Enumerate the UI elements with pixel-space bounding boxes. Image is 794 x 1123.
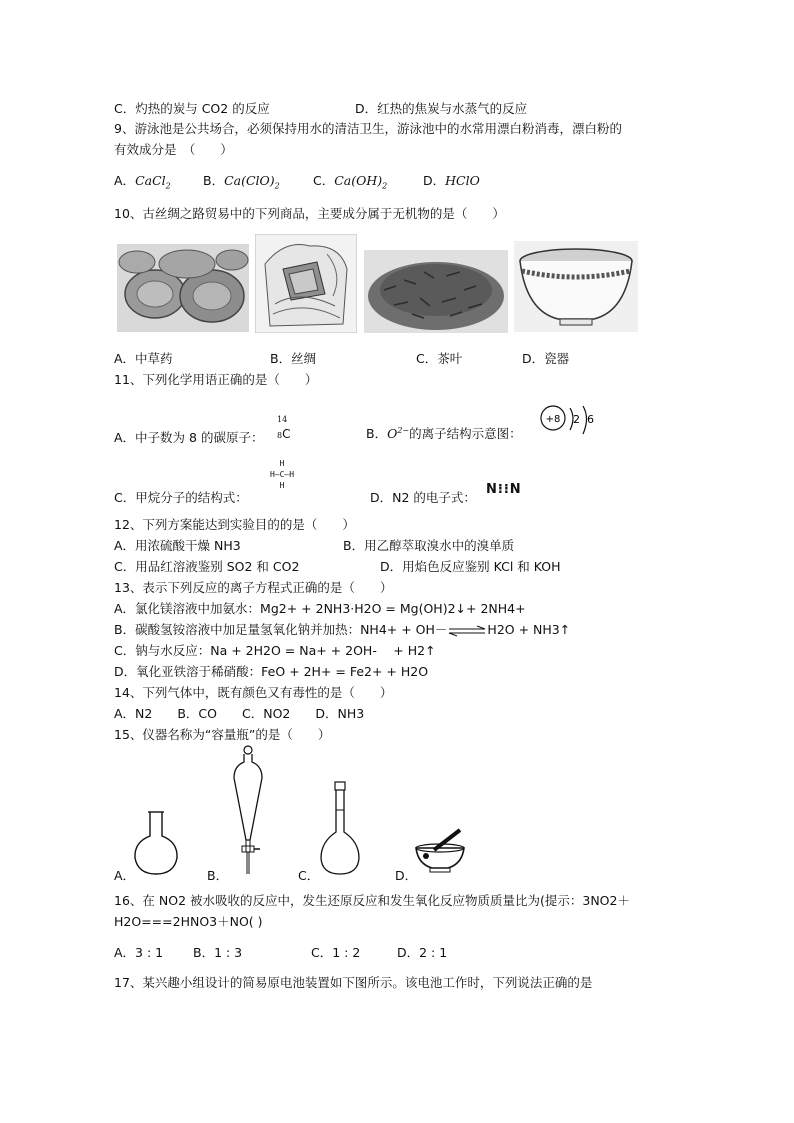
round-bottom-flask-image xyxy=(132,810,180,878)
shell-1-electrons: 2 xyxy=(573,413,580,426)
q13-option-b: B．碳酸氢铵溶液中加足量氢氧化钠并加热：NH4+ + OH－ H2O + NH3↑ xyxy=(114,622,571,637)
q8-option-d: D．红热的焦炭与水蒸气的反应 xyxy=(355,101,528,116)
q15-option-d: D． xyxy=(395,868,418,883)
q12-option-b: B．用乙醇萃取溴水中的溴单质 xyxy=(343,538,515,553)
q15-stem: 15、仪器名称为“容量瓶”的是（ ） xyxy=(114,727,331,742)
q9-stem-line2: 有效成分是 （ ） xyxy=(114,142,233,157)
q11-option-c: C．甲烷分子的结构式： xyxy=(114,490,248,505)
shell-2-electrons: 6 xyxy=(587,413,594,426)
q12-option-a: A．用浓硫酸干燥 NH3 xyxy=(114,538,241,553)
methane-structural-formula: H H–C–H H xyxy=(269,459,295,490)
volumetric-flask-image xyxy=(318,780,362,880)
q9-option-b: B．$Ca(ClO)_2$ xyxy=(203,173,280,191)
nitrogen-electron-formula: N⁝⁝N xyxy=(486,482,522,497)
q12-option-d: D．用焰色反应鉴别 KCl 和 KOH xyxy=(380,559,561,574)
carbon-isotope-notation: 14 8C xyxy=(277,415,291,441)
q12-stem: 12、下列方案能达到实验目的的是（ ） xyxy=(114,517,355,532)
q9-stem-line1: 9、游泳池是公共场合，必须保持用水的清洁卫生，游泳池中的水常用漂白粉消毒，漂白粉的 xyxy=(114,121,622,136)
q8-option-c: C．灼热的炭与 CO2 的反应 xyxy=(114,101,270,116)
q9-option-a: A．CaCl$_2$ xyxy=(114,173,171,191)
q13-option-d: D．氧化亚铁溶于稀硝酸：FeO + 2H+ = Fe2+ + H2O xyxy=(114,664,429,679)
q10-stem: 10、古丝绸之路贸易中的下列商品，主要成分属于无机物的是（ ） xyxy=(114,206,505,221)
separatory-funnel-image xyxy=(228,744,268,882)
q16-stem-line2: H2O===2HNO3＋NO( ) xyxy=(114,914,263,929)
q10-option-d: D．瓷器 xyxy=(522,351,570,366)
q9-option-d: D．HClO xyxy=(423,173,480,188)
q10-option-b: B．丝绸 xyxy=(270,351,317,366)
q11-option-d: D．N2 的电子式： xyxy=(370,490,476,505)
q16-option-d: D．2 : 1 xyxy=(397,945,448,960)
q17-stem: 17、某兴趣小组设计的简易原电池装置如下图所示。该电池工作时，下列说法正确的是 xyxy=(114,975,593,990)
nucleus-charge: +8 xyxy=(545,414,561,425)
q16-stem-line1: 16、在 NO2 被水吸收的反应中，发生还原反应和发生氧化反应物质质量比为(提示：3NO2＋ xyxy=(114,893,630,908)
q15-option-c: C． xyxy=(298,868,320,883)
q11-stem: 11、下列化学用语正确的是（ ） xyxy=(114,372,318,387)
q12-option-c: C．用品红溶液鉴别 SO2 和 CO2 xyxy=(114,559,300,574)
tea-leaves-image xyxy=(364,250,508,333)
q11-option-a: A．中子数为 8 的碳原子： xyxy=(114,430,264,445)
q15-option-a: A． xyxy=(114,868,136,883)
porcelain-bowl-image xyxy=(514,241,638,332)
q11-option-b: B．$O^{2-}$的离子结构示意图： xyxy=(366,425,522,441)
herbal-medicine-image xyxy=(117,244,249,332)
q10-option-c: C．茶叶 xyxy=(416,351,463,366)
q16-option-b: B．1 : 3 xyxy=(193,945,243,960)
q14-options: A．N2 B．CO C．NO2 D．NH3 xyxy=(114,706,365,721)
reversible-heat-arrow-icon xyxy=(447,625,487,637)
oxygen-ion-structure-diagram xyxy=(538,404,600,438)
q10-option-a: A．中草药 xyxy=(114,351,173,366)
q13-option-a: A．氯化镁溶液中加氨水：Mg2+ + 2NH3·H2O = Mg(OH)2↓+ 2NH4+ xyxy=(114,601,526,616)
mortar-and-pestle-image xyxy=(414,826,466,876)
silk-image xyxy=(255,234,357,333)
q13-stem: 13、表示下列反应的离子方程式正确的是（ ） xyxy=(114,580,393,595)
q14-stem: 14、下列气体中，既有颜色又有毒性的是（ ） xyxy=(114,685,393,700)
q13-option-c: C．钠与水反应：Na + 2H2O = Na+ + 2OH- + H2↑ xyxy=(114,643,436,658)
q15-option-b: B． xyxy=(207,868,229,883)
q16-option-c: C．1 : 2 xyxy=(311,945,361,960)
q16-option-a: A．3 : 1 xyxy=(114,945,164,960)
q9-option-c: C．$Ca(OH)_2$ xyxy=(313,173,388,191)
